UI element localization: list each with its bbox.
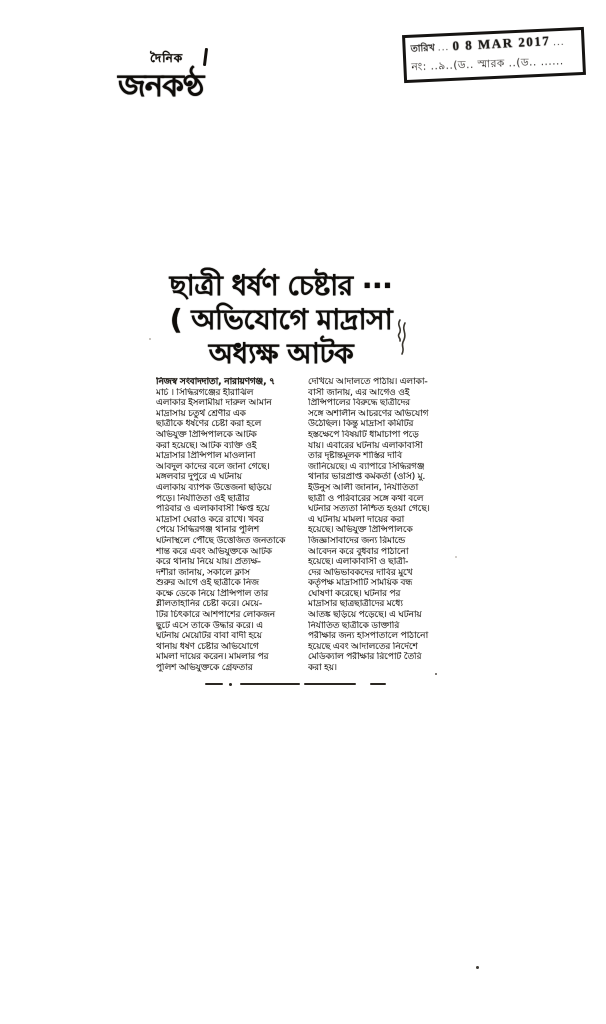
body-line: হস্তক্ষেপে বিষয়টি ধামাচাপা পড়ে xyxy=(308,429,419,440)
body-line: বাসী জানায়, এর আগেও ওই xyxy=(308,387,410,398)
body-line: হয়েছে। অভিযুক্ত প্রিন্সিপালকে xyxy=(308,525,413,536)
date-stamp xyxy=(402,27,586,83)
body-line: কর্তৃপক্ষ মাদ্রাসাটি সাময়িক বন্ধ xyxy=(308,578,413,589)
body-line: ছাত্রীকে ধর্ষণের চেষ্টা করা হলে xyxy=(156,419,262,430)
body-line: নির্যাতিত ছাত্রীকে ডাক্তারি xyxy=(308,620,400,631)
body-line: আবদুল কাদের বলে জানা গেছে। xyxy=(156,461,270,472)
masthead-flourish xyxy=(203,48,208,66)
body-line: টির চিৎকারে আশপাশের লোকজন xyxy=(156,610,275,621)
body-line: মেডিক্যাল পরীক্ষার রিপোর্ট তৈরি xyxy=(308,652,422,663)
body-line: মার্চ । সিদ্ধিরগঞ্জের হীরাঝিল xyxy=(156,387,254,398)
body-line: মঙ্গলবার দুপুরে এ ঘটনায় xyxy=(156,472,242,483)
body-line: আবেদন করে বুধবার পাঠানো xyxy=(308,546,409,557)
stamp-number-line: নং: ..৯..(ড.. স্মারক ..(ড.. ...... xyxy=(411,55,564,74)
body-line: শান্ত করে এবং অভিযুক্তকে আটক xyxy=(156,546,272,557)
body-line: প্রিন্সিপালের বিরুদ্ধে ছাত্রীদের xyxy=(308,398,410,409)
body-line: তার দৃষ্টান্তমূলক শাস্তির দাবি xyxy=(308,451,402,462)
newspaper-masthead xyxy=(112,42,282,104)
body-line: শ্লীলতাহানির চেষ্টা করে। মেয়ে- xyxy=(156,599,262,610)
body-line: পরিবার ও এলাকাবাসী ক্ষিপ্ত হয়ে xyxy=(156,504,270,515)
scan-speck xyxy=(149,338,151,340)
handwritten-mark xyxy=(393,318,411,356)
body-line: মাদ্রাসার প্রিন্সিপাল মাওলানা xyxy=(156,451,256,462)
body-line: করা হয়। xyxy=(308,663,337,674)
body-line: সঙ্গে অশালীন আচরণের অভিযোগ xyxy=(308,408,429,419)
body-line: দেখিয়ে আদালতে পাঠায়। এলাকা- xyxy=(308,377,428,387)
body-line: কক্ষে ডেকে নিয়ে প্রিন্সিপাল তার xyxy=(156,588,268,599)
body-column-right xyxy=(308,377,453,674)
body-line: জানিয়েছে। এ ব্যাপারে সিদ্ধিরগঞ্জ xyxy=(308,461,425,472)
scan-speck xyxy=(455,556,457,558)
body-line: হয়েছে এবং আদালতের নির্দেশে xyxy=(308,641,418,652)
scan-speck xyxy=(476,966,479,969)
article-body xyxy=(156,377,454,674)
body-line: ঘটনার সত্যতা নিশ্চিত হওয়া গেছে। xyxy=(308,504,430,515)
body-line: মাদ্রাসায় চতুর্থ শ্রেণীর এক xyxy=(156,408,246,419)
body-line: ঘটনাস্থলে পৌঁছে উত্তেজিত জনতাকে xyxy=(156,535,286,546)
body-line: করে থানায় নিয়ে যায়। প্রত্যক্ষ- xyxy=(156,557,261,568)
body-line: দের অভিভাবকদের দাবির মুখে xyxy=(308,567,413,578)
headline-line-3: অধ্যক্ষ আটক xyxy=(208,337,354,370)
body-line: নিজস্ব সংবাদদাতা, নারায়ণগঞ্জ, ৭ xyxy=(156,377,275,387)
body-line: ছুটে এসে তাকে উদ্ধার করে। এ xyxy=(156,620,263,631)
body-line: ঘোষণা করেছে। ঘটনার পর xyxy=(308,588,401,599)
stamp-date-label: তারিখ xyxy=(410,42,435,55)
body-column-left xyxy=(156,377,301,674)
stamp-dots: ... xyxy=(552,37,565,49)
masthead-tagline: দৈনিক xyxy=(150,51,184,65)
body-line: উঠেছিল। কিন্তু মাদ্রাসা কমিটির xyxy=(308,419,414,430)
headline-line-1: ছাত্রী ধর্ষণ চেষ্টার ··· xyxy=(169,269,393,302)
body-line: আতঙ্ক ছড়িয়ে পড়েছে। এ ঘটনায় xyxy=(308,610,422,621)
headline-line-2: ( অভিযোগে মাদ্রাসা xyxy=(169,303,393,336)
body-line: যায়। এবারের ঘটনায় এলাকাবাসী xyxy=(308,440,423,451)
body-line: মাদ্রাসার ছাত্রছাত্রীদের মধ্যে xyxy=(308,599,403,610)
body-line: মাদ্রাসা ঘেরাও করে রাখে। খবর xyxy=(156,514,264,525)
article-end-rule xyxy=(205,682,386,686)
body-line: ছাত্রী ও পরিবারের সঙ্গে কথা বলে xyxy=(308,493,424,504)
body-line: হয়েছে। এলাকাবাসী ও ছাত্রী- xyxy=(308,557,409,568)
body-line: শুরুর আগে ওই ছাত্রীকে নিজ xyxy=(156,578,259,589)
body-line: পুলিশ অভিযুক্তকে গ্রেফতার xyxy=(156,663,253,674)
body-line: অভিযুক্ত প্রিন্সিপালকে আটক xyxy=(156,429,257,440)
body-line: ইউনুস আলী জানান, নির্যাতিতা xyxy=(308,482,418,493)
body-line: এ ঘটনায় মামলা দায়ের করা xyxy=(308,514,404,525)
scan-speck xyxy=(435,673,437,675)
body-line: পড়ে। নির্যাতিতা ওই ছাত্রীর xyxy=(156,493,250,504)
body-line: এলাকার ইসলামীয়া দারুল আমান xyxy=(156,398,272,409)
stamp-date-value: 0 8 MAR 2017 xyxy=(451,33,551,54)
body-line: জিজ্ঞাসাবাদের জন্য রিমান্ডে xyxy=(308,535,406,546)
body-line: এলাকায় ব্যাপক উত্তেজনা ছড়িয়ে xyxy=(156,482,272,493)
stamp-dots: ... xyxy=(437,43,450,54)
article-headline xyxy=(150,269,412,371)
body-line: দর্শীরা জানায়, সকালে ক্লাস xyxy=(156,567,250,578)
body-line: পেয়ে সিদ্ধিরগঞ্জ থানার পুলিশ xyxy=(156,525,259,536)
body-line: মামলা দায়ের করেন। মামলার পর xyxy=(156,652,269,663)
masthead-title: জনকণ্ঠ xyxy=(118,68,204,104)
body-line: ঘটনায় মেয়েটির বাবা বাদী হয়ে xyxy=(156,631,262,642)
body-line: করা হয়েছে। আটক ব্যক্তি ওই xyxy=(156,440,257,451)
body-line: থানার ভারপ্রাপ্ত কর্মকর্তা (ওসি) মু. xyxy=(308,472,426,483)
body-line: থানায় ধর্ষণ চেষ্টার অভিযোগে xyxy=(156,641,259,652)
body-line: পরীক্ষার জন্য হাসপাতালে পাঠানো xyxy=(308,631,428,642)
